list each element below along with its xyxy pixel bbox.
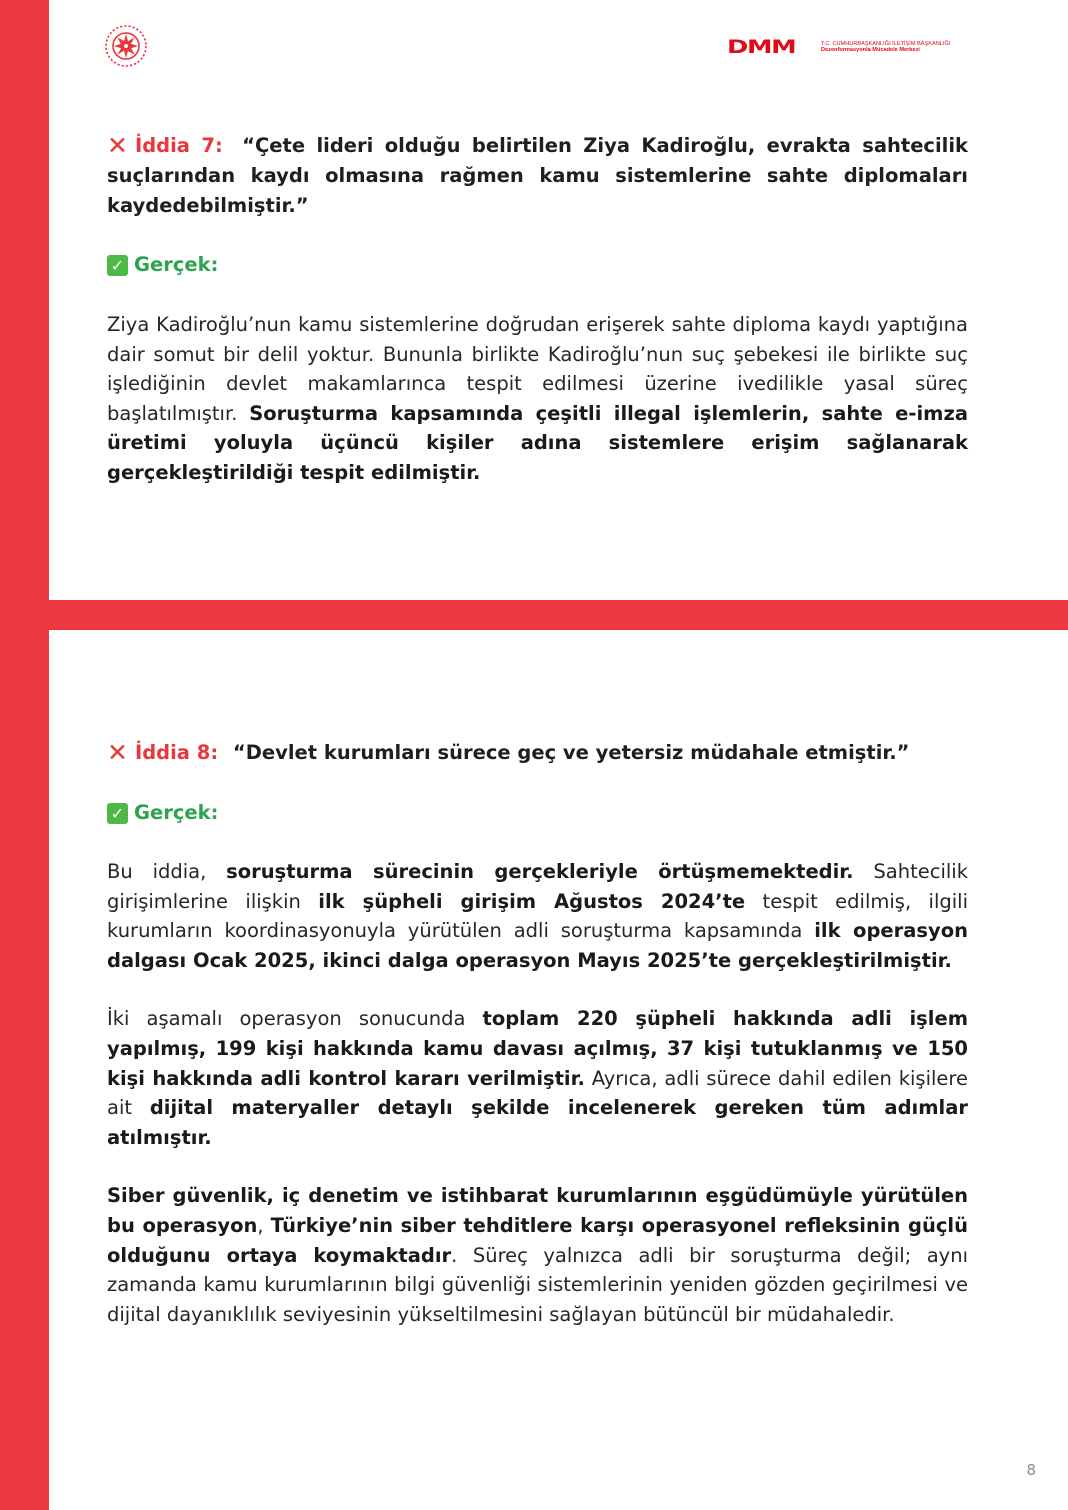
- section-divider: [49, 600, 1068, 630]
- claim-8-paragraph-3: Siber güvenlik, iç denetim ve istihbarat kurumlarının eşgüdümüyle yürütülen bu operasyon, Türkiye’nin siber tehditlere karşı operasyonel refleksinin güçlü olduğunu ortaya koymaktadır. Süreç yalnızca adli bir soruşturma değil; aynı zamanda kamu kurumlarının bilgi güvenliği sistemlerinin yeniden gözden geçirilmesi ve dijital dayanıklılık seviyesinin yükseltilmesini sağlayan bütüncül bir müdahaledir.: [107, 1184, 969, 1326]
- check-mark-icon: ✓: [107, 803, 128, 824]
- cross-mark-icon: ✕: [107, 131, 128, 160]
- claim-8-paragraph-2: İki aşamalı operasyon sonucunda toplam 220 şüpheli hakkında adli işlem yapılmış, 199 kişi hakkında kamu davası açılmış, 37 kişi tutuklanmış ve 150 kişi hakkında adli kontrol kararı verilmiştir. Ayrıca, adli sürece dahil edilen kişilere ait dijital materyaller detaylı şekilde incelenerek gereken tüm adımlar atılmıştır.: [107, 1007, 969, 1149]
- fact-label: Gerçek:: [134, 801, 219, 824]
- star-emblem-icon: [103, 23, 149, 69]
- claim-7-text: “Çete lideri olduğu belirtilen Ziya Kadiroğlu, evrakta sahtecilik suçlarından kaydı olmasına rağmen kamu sistemlerine sahte diplomaları kaydedebilmiştir.”: [107, 134, 968, 217]
- claim-8-section: [107, 738, 968, 768]
- cross-mark-icon: ✕: [107, 738, 128, 767]
- claim-7-section: [107, 131, 968, 221]
- claim-8-paragraph-1: Bu iddia, soruşturma sürecinin gerçekleriyle örtüşmemektedir. Sahtecilik girişimlerine ilişkin ilk şüpheli girişim Ağustos 2024’te tespit edilmiş, ilgili kurumların koordinasyonuyla yürütülen adli soruşturma kapsamında ilk operasyon dalgası Ocak 2025, ikinci dalga operasyon Mayıs 2025’te gerçekleştirilmiştir.: [107, 860, 969, 972]
- claim-7-body: [107, 310, 968, 488]
- left-accent-bar: [0, 0, 49, 1510]
- check-mark-icon: ✓: [107, 255, 128, 276]
- page-number: 8: [1026, 1461, 1036, 1479]
- claim-8-text: “Devlet kurumları sürece geç ve yetersiz müdahale etmiştir.”: [232, 741, 910, 764]
- claim-7-paragraph: Ziya Kadiroğlu’nun kamu sistemlerine doğrudan erişerek sahte diploma kaydı yaptığına dair somut bir delil yoktur. Bununla birlikte Kadiroğlu’nun suç şebekesi ile birlikte suç işlediğinin devlet makamlarınca tespit edilmesi üzerine ivedilikle yasal süreç başlatılmıştır. Soruşturma kapsamında çeşitli illegal işlemlerin, sahte e-imza üretimi yoluyla üçüncü kişiler adına sistemlere erişim sağlanarak gerçekleştirildiği tespit edilmiştir.: [107, 313, 968, 484]
- dmm-logo-subtitle: T.C. CUMHURBAŞKANLIĞI İLETİŞİM BAŞKANLIĞI Dezenformasyonla Mücadele Merkezi: [821, 40, 951, 53]
- claim-7-fact: [107, 253, 968, 277]
- dmm-logo-word: DMM: [727, 35, 796, 58]
- fact-label: Gerçek:: [134, 253, 219, 276]
- claim-7-label: İddia 7:: [134, 134, 223, 157]
- dmm-logo: [727, 36, 950, 58]
- claim-7-heading: [107, 131, 968, 221]
- claim-8-body: [107, 857, 968, 1329]
- claim-8-label: İddia 8:: [134, 741, 219, 764]
- claim-8-heading: [107, 738, 968, 768]
- claim-8-fact: [107, 801, 968, 825]
